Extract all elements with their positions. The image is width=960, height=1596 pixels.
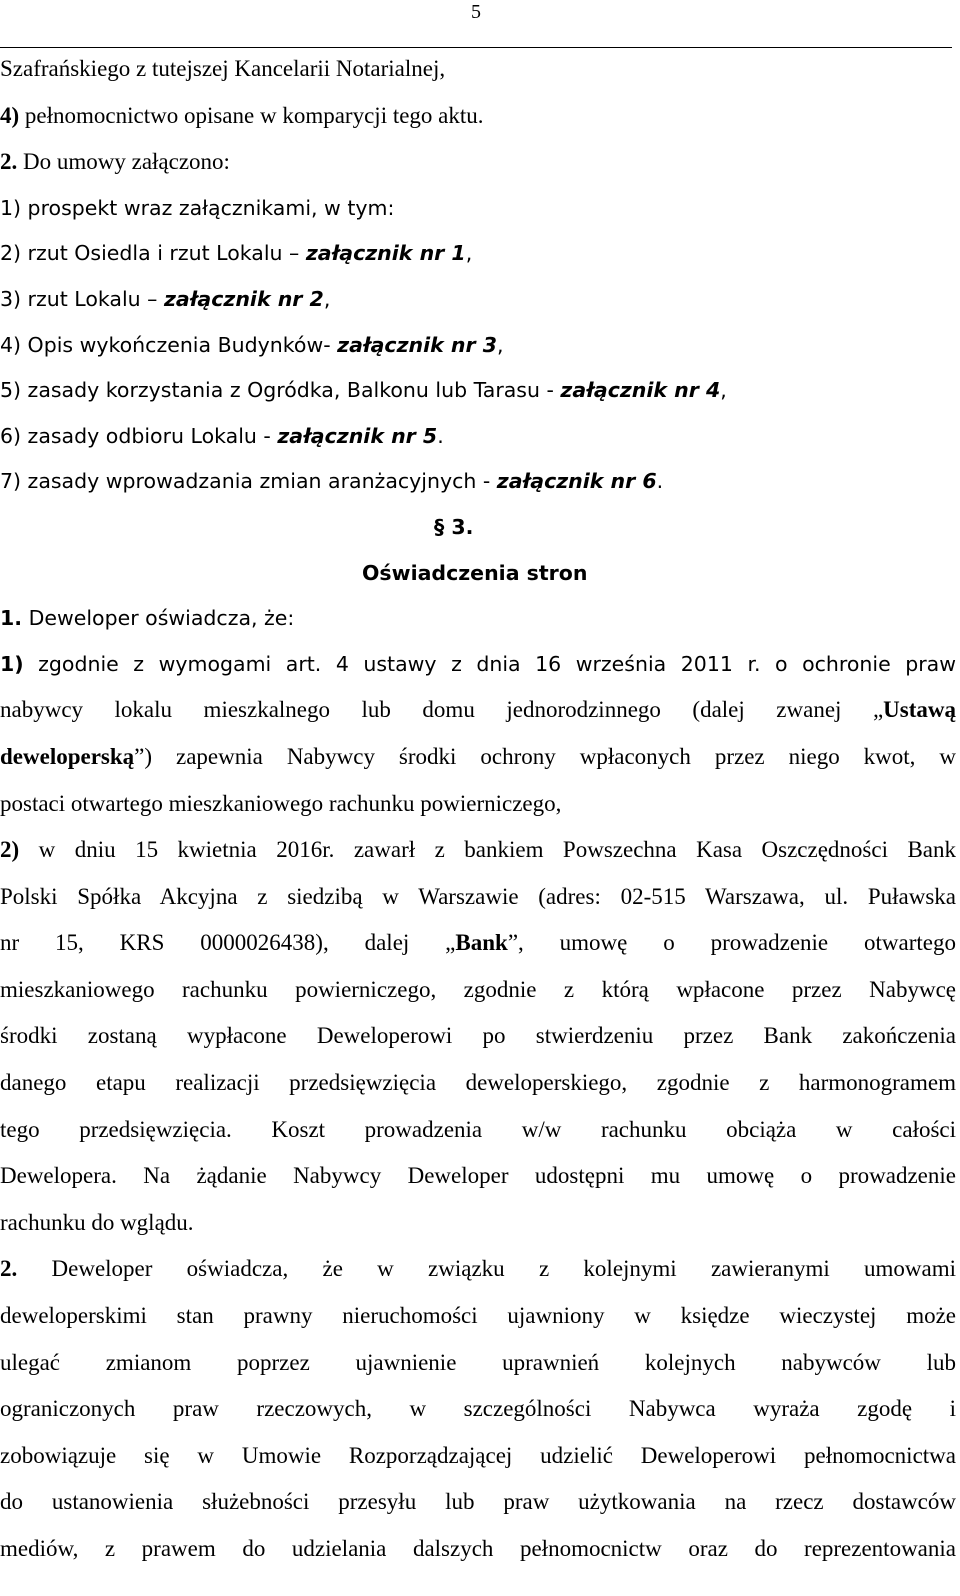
text-line: 1) zgodnie z wymogami art. 4 ustawy z dnia 16 września 2011 r. o ochronie praw: [0, 651, 956, 676]
text-line: zobowiązuje się w Umowie Rozporządzającej udzielić Deweloperowi pełnomocnictwa: [0, 1442, 956, 1468]
intro-line-text: pełnomocnictwo opisane w komparycji tego aktu.: [19, 102, 484, 128]
paragraph-number: 2.: [0, 149, 18, 175]
text-line: mieszkaniowego rachunku powierniczego, zgodnie z którą wpłacone przez Nabywcę: [0, 976, 956, 1002]
intro-line-text: Szafrańskiego z tutejszej Kancelarii Notarialnej,: [0, 56, 446, 81]
document-body: [0, 46, 956, 1573]
attachment-tag: załącznik nr 6: [496, 469, 657, 494]
paragraph-number: 2.: [0, 1256, 18, 1282]
attachment-item: 6) zasady odbioru Lokalu - załącznik nr 5.: [0, 423, 444, 448]
text-line: środki zostaną wypłacone Deweloperowi po stwierdzeniu przez Bank zakończenia: [0, 1023, 956, 1049]
attachment-item: 3) rzut Lokalu – załącznik nr 2,: [0, 286, 331, 311]
item-number: 1): [0, 651, 24, 676]
attachment-item: 5) zasady korzystania z Ogródka, Balkonu lub Tarasu - załącznik nr 4,: [0, 378, 727, 403]
defined-term: Ustawą: [883, 697, 956, 723]
attachment-tag: załącznik nr 5: [277, 423, 438, 448]
attachment-tag: załącznik nr 1: [305, 241, 466, 266]
attachment-tag: załącznik nr 3: [337, 332, 498, 357]
text-line: [0, 93, 956, 140]
defined-term: Bank: [455, 930, 508, 956]
text-line: 2. Deweloper oświadcza, że w związku z kolejnymi zawieranymi umowami: [0, 1256, 956, 1282]
statement-heading: 1. Deweloper oświadcza, że:: [0, 606, 295, 631]
text-line: nr 15, KRS 0000026438), dalej „Bank”, umowę o prowadzenie otwartego: [0, 930, 956, 956]
attachments-heading-text: Do umowy załączono:: [17, 149, 230, 175]
text-line: [0, 46, 956, 93]
text-line: ograniczonych praw rzeczowych, w szczególności Nabywca wyraża zgodę i: [0, 1396, 956, 1422]
item-number: 4): [0, 102, 20, 128]
attachment-item: 2) rzut Osiedla i rzut Lokalu – załącznik nr 1,: [0, 241, 473, 266]
page-number: 5: [471, 1, 481, 23]
section-symbol: § 3.: [434, 514, 474, 539]
text-line: tego przedsięwzięcia. Koszt prowadzenia w/w rachunku obciąża w całości: [0, 1116, 956, 1142]
text-line: deweloperską”) zapewnia Nabywcy środki ochrony wpłaconych przez niego kwot, w: [0, 743, 956, 769]
attachment-tag: załącznik nr 2: [163, 286, 324, 311]
text-line: ulegać zmianom poprzez ujawnienie uprawnień kolejnych nabywców lub: [0, 1349, 956, 1375]
text-line: rachunku do wglądu.: [0, 1209, 194, 1235]
text-line: Polski Spółka Akcyjna z siedzibą w Warszawie (adres: 02-515 Warszawa, ul. Puławska: [0, 883, 956, 909]
text-line: postaci otwartego mieszkaniowego rachunku powierniczego,: [0, 790, 562, 816]
defined-term: deweloperską: [0, 743, 135, 769]
attachment-item: 4) Opis wykończenia Budynków- załącznik nr 3,: [0, 332, 504, 357]
text-line: deweloperskimi stan prawny nieruchomości ujawniony w księdze wieczystej może: [0, 1303, 956, 1329]
item-number: 2): [0, 837, 20, 863]
paragraph-number: 1.: [0, 606, 23, 631]
text-line: 2) w dniu 15 kwietnia 2016r. zawarł z bankiem Powszechna Kasa Oszczędności Bank: [0, 837, 956, 863]
text-line: Dewelopera. Na żądanie Nabywcy Deweloper udostępni mu umowę o prowadzenie: [0, 1163, 956, 1189]
text-line: nabywcy lokalu mieszkalnego lub domu jednorodzinnego (dalej zwanej „Ustawą: [0, 697, 956, 723]
text-line: mediów, z prawem do udzielania dalszych pełnomocnictw oraz do reprezentowania: [0, 1536, 956, 1561]
attachment-item: 7) zasady wprowadzania zmian aranżacyjnych - załącznik nr 6.: [0, 469, 664, 494]
attachment-tag: załącznik nr 4: [560, 378, 721, 403]
attachment-item: 1) prospekt wraz załącznikami, w tym:: [0, 195, 395, 220]
section-title: Oświadczenia stron: [362, 560, 588, 585]
text-line: do ustanowienia służebności przesyłu lub praw użytkowania na rzecz dostawców: [0, 1489, 956, 1515]
attachments-heading: [0, 139, 956, 186]
text-line: danego etapu realizacji przedsięwzięcia deweloperskiego, zgodnie z harmonogramem: [0, 1070, 956, 1096]
